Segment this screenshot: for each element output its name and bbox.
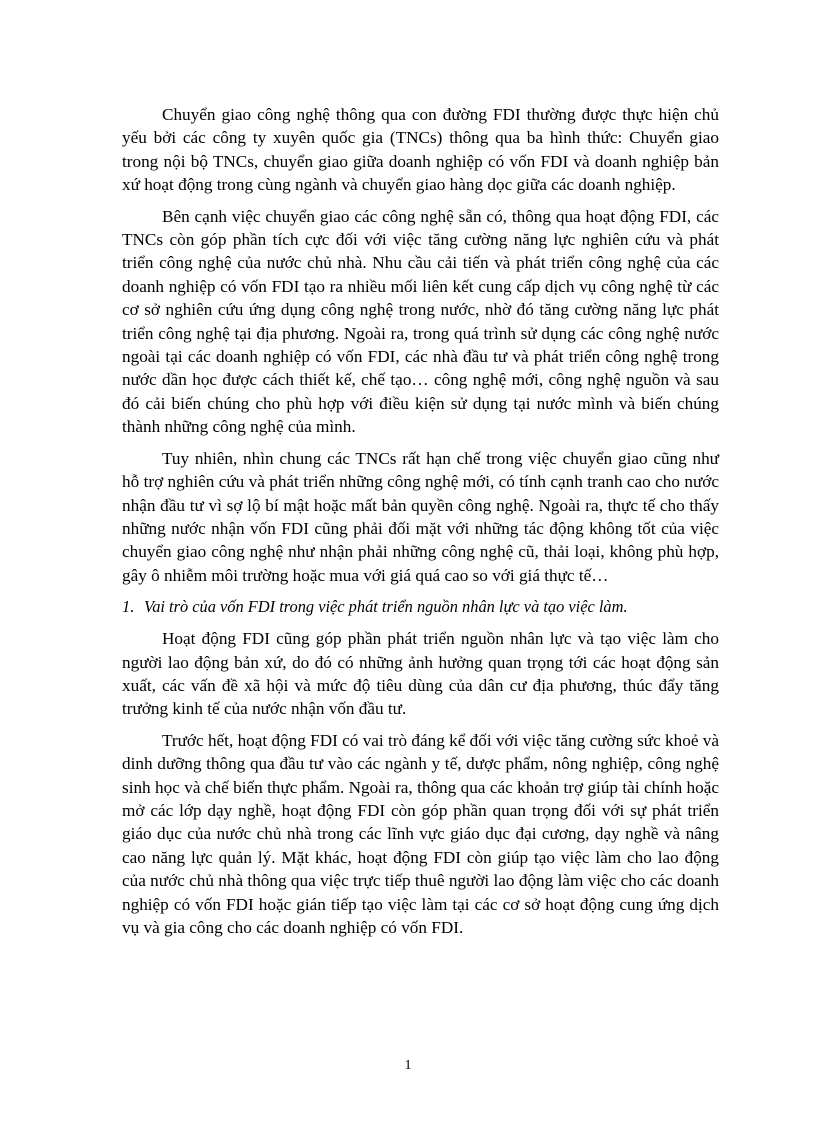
- section-heading-text: Vai trò của vốn FDI trong việc phát triển nguồn nhân lực và tạo việc làm.: [144, 597, 628, 617]
- paragraph-rd-capacity: Bên cạnh việc chuyển giao các công nghệ sẵn có, thông qua hoạt động FDI, các TNCs còn góp phần tích cực đối với việc tăng cường năng lực nghiên cứu và phát triển công nghệ của nước chủ nhà. Nhu cầu cải tiến và phát triển công nghệ của các doanh nghiệp có vốn FDI tạo ra nhiều mối liên kết cung cấp dịch vụ công nghệ từ các cơ sở nghiên cứu ứng dụng công nghệ trong nước, nhờ đó tăng cường năng lực phát triển công nghệ tại địa phương. Ngoài ra, trong quá trình sử dụng các công nghệ nước ngoài tại các doanh nghiệp có vốn FDI, các nhà đầu tư và phát triển công nghệ trong nước dần học được cách thiết kế, chế tạo… công nghệ mới, công nghệ nguồn và sau đó cải biến chúng cho phù hợp với điều kiện sử dụng tại nước mình và biến chúng thành những công nghệ của mình.: [122, 206, 719, 437]
- paragraph-health-education-jobs: Trước hết, hoạt động FDI có vai trò đáng kể đối với việc tăng cường sức khoẻ và dinh dưỡng thông qua đầu tư vào các ngành y tế, dược phẩm, nông nghiệp, công nghệ sinh học và chế biến thực phẩm. Ngoài ra, thông qua các khoản trợ giúp tài chính hoặc mở các lớp dạy nghề, hoạt động FDI còn góp phần quan trọng đối với sự phát triển giáo dục của nước chủ nhà trong các lĩnh vực giáo dục đại cương, dạy nghề và nâng cao năng lực quản lý. Mặt khác, hoạt động FDI còn giúp tạo việc làm cho lao động của nước chủ nhà thông qua việc trực tiếp thuê người lao động làm việc cho các doanh nghiệp có vốn FDI hoặc gián tiếp tạo việc làm tại các cơ sở hoạt động cung ứng dịch vụ và gia công cho các doanh nghiệp có vốn FDI.: [122, 730, 719, 937]
- section-heading: [122, 595, 719, 618]
- section-heading-number: 1.: [122, 597, 135, 617]
- paragraph-tnc-limitations: Tuy nhiên, nhìn chung các TNCs rất hạn chế trong việc chuyển giao cũng như hỗ trợ nghiên cứu và phát triển những công nghệ mới, có tính cạnh tranh cao cho nước nhận đầu tư vì sợ lộ bí mật hoặc mất bản quyền công nghệ. Ngoài ra, thực tế cho thấy những nước nhận vốn FDI cũng phải đối mặt với những tác động không tốt của việc chuyển giao công nghệ như nhận phải những công nghệ cũ, thải loại, không phù hợp, gây ô nhiễm môi trường hoặc mua với giá quá cao so với giá thực tế…: [122, 448, 719, 585]
- paragraph-technology-transfer-forms: Chuyển giao công nghệ thông qua con đường FDI thường được thực hiện chủ yếu bởi các công ty xuyên quốc gia (TNCs) thông qua ba hình thức: Chuyển giao trong nội bộ TNCs, chuyển giao giữa doanh nghiệp có vốn FDI và doanh nghiệp bản xứ hoạt động trong cùng ngành và chuyển giao hàng dọc giữa các doanh nghiệp.: [122, 105, 719, 195]
- page-number: 1: [404, 1058, 412, 1073]
- page-body: [122, 103, 719, 947]
- paragraph-human-resources: Hoạt động FDI cũng góp phần phát triển nguồn nhân lực và tạo việc làm cho người lao động bản xứ, do đó có những ảnh hưởng quan trọng tới các hoạt động sản xuất, các vấn đề xã hội và mức độ tiêu dùng của dân cư địa phương, thúc đẩy tăng trưởng kinh tế của nước nhận vốn đầu tư.: [122, 629, 719, 719]
